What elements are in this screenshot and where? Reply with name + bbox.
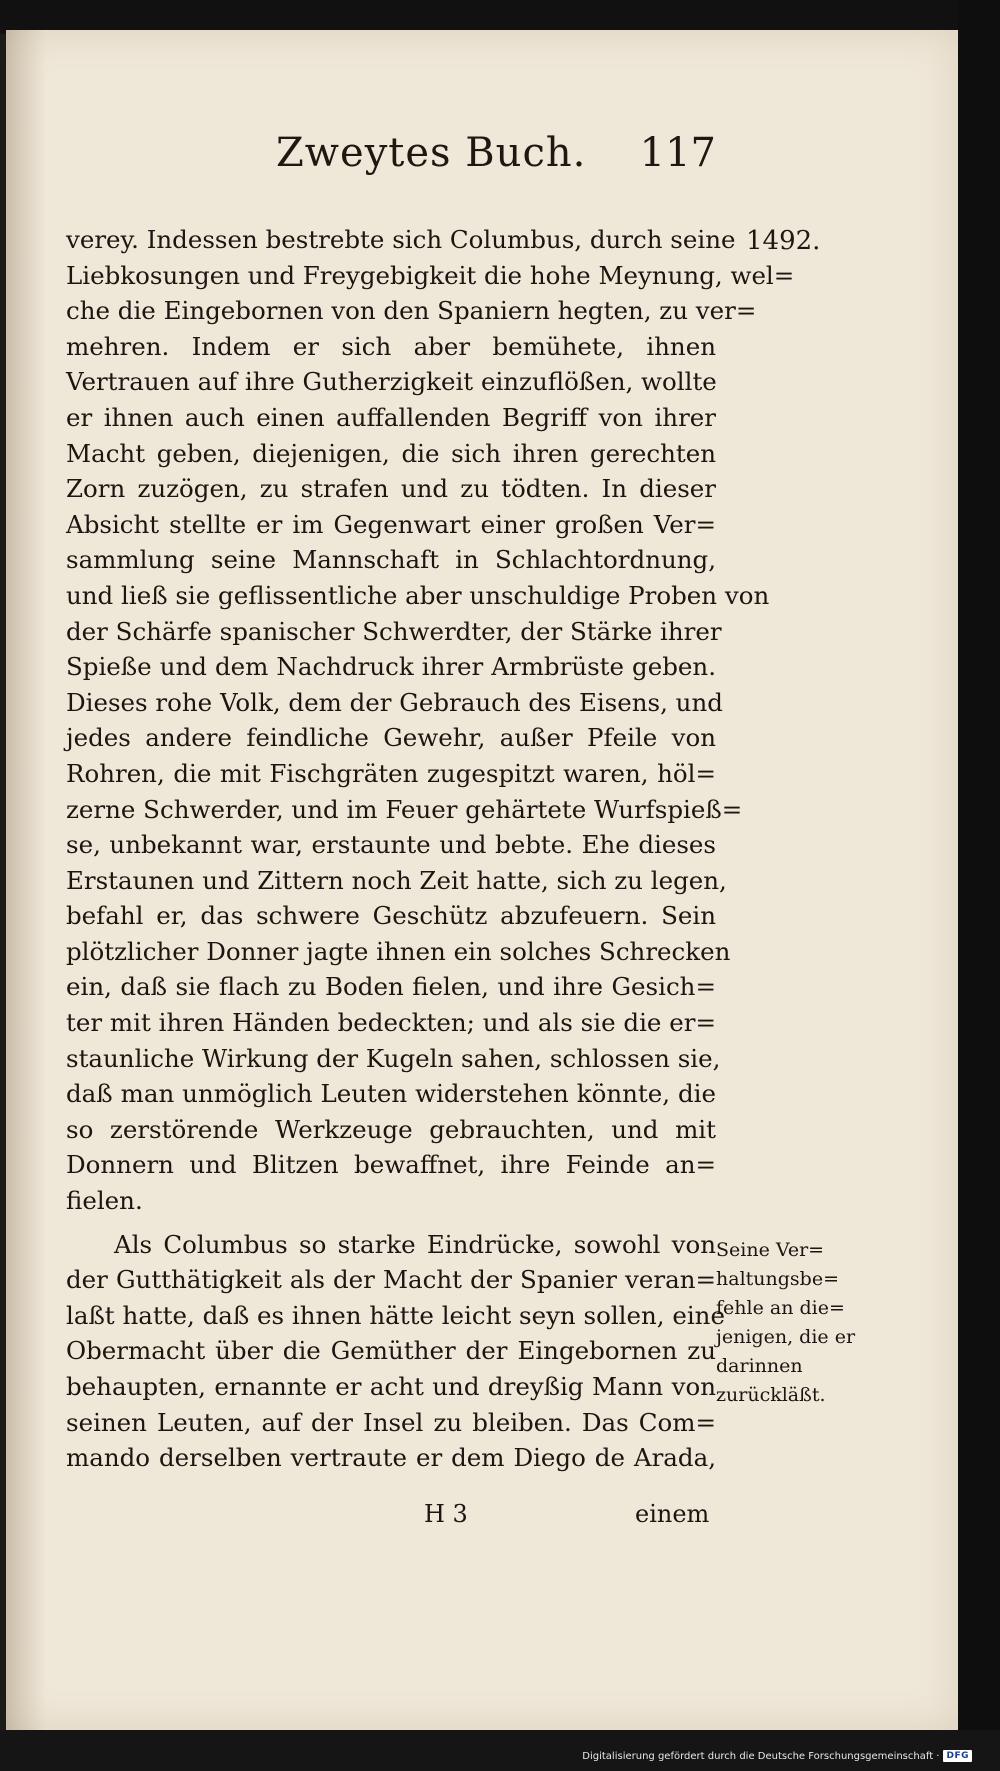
text-line: Als Columbus so starke Eindrücke, sowohl von [114, 1229, 716, 1259]
text-line: fielen. [66, 1186, 143, 1216]
text-line: Obermacht über die Gemüther der Eingebornen zu [66, 1336, 716, 1366]
page-gutter-shadow [6, 30, 46, 1730]
text-line: zerne Schwerder, und im Feuer gehärtete Wurfspieß= [66, 794, 743, 824]
dfg-logo: DFG [943, 1750, 972, 1762]
text-line: ein, daß sie flach zu Boden fielen, und ihre Gesich= [66, 972, 716, 1002]
text-line: daß man unmöglich Leuten widerstehen könnte, die [66, 1079, 716, 1109]
digitization-credit [582, 1748, 972, 1764]
text-line: jedes andere feindliche Gewehr, außer Pfeile von [66, 723, 716, 753]
text-line: Vertrauen auf ihre Gutherzigkeit einzuflößen, wollte [66, 367, 717, 397]
text-line: Absicht stellte er im Gegenwart einer großen Ver= [66, 509, 716, 539]
text-line: mehren. Indem er sich aber bemühete, ihnen [66, 331, 716, 361]
text-line: verey. Indessen bestrebte sich Columbus, durch seine [66, 225, 736, 254]
text-line: er ihnen auch einen auffallenden Begriff von ihrer [66, 402, 716, 432]
text-line: seinen Leuten, auf der Insel zu bleiben. Das Com= [66, 1407, 716, 1437]
text-line: und ließ sie geflissentliche aber unschuldige Proben von [66, 580, 770, 610]
text-line: Dieses rohe Volk, dem der Gebrauch des Eisens, und [66, 687, 723, 717]
running-head [276, 130, 716, 200]
scan-right-border [958, 0, 1000, 1771]
text-line: Donnern und Blitzen bewaffnet, ihre Feinde an= [66, 1150, 716, 1180]
signature-mark: H 3 [424, 1500, 468, 1528]
margin-year: 1492. [746, 226, 821, 256]
text-line: der Gutthätigkeit als der Macht der Spanier veran= [66, 1265, 716, 1295]
text-line: plötzlicher Donner jagte ihnen ein solches Schrecken [66, 936, 731, 966]
text-line: mando derselben vertraute er dem Diego de Arada, [66, 1443, 716, 1473]
text-line: che die Eingebornen von den Spaniern hegten, zu ver= [66, 296, 757, 326]
text-line: Rohren, die mit Fischgräten zugespitzt waren, höl= [66, 758, 716, 788]
text-line: se, unbekannt war, erstaunte und bebte. Ehe dieses [66, 830, 716, 860]
text-line: behaupten, ernannte er acht und dreyßig Mann von [66, 1372, 716, 1401]
catchword: einem [635, 1500, 710, 1528]
text-line: Macht geben, diejenigen, die sich ihren gerechten [66, 438, 716, 468]
text-line: laßt hatte, daß es ihnen hätte leicht seyn sollen, eine [66, 1300, 725, 1330]
text-line: ter mit ihren Händen bedeckten; und als sie die er= [66, 1008, 716, 1038]
text-line: Erstaunen und Zittern noch Zeit hatte, sich zu legen, [66, 865, 727, 895]
scan-top-border [0, 0, 1000, 34]
text-line: Zorn zuzögen, zu strafen und zu tödten. In dieser [66, 474, 716, 504]
marginal-note: Seine Ver= haltungsbe= fehle an die= jenigen, die er darinnen zurückläßt. [716, 1239, 856, 1406]
text-line: staunliche Wirkung der Kugeln sahen, schlossen sie, [66, 1043, 721, 1073]
text-line: sammlung seine Mannschaft in Schlachtordnung, [66, 545, 716, 575]
text-line: befahl er, das schwere Geschütz abzufeuern. Sein [66, 901, 716, 931]
text-line: Spieße und dem Nachdruck ihrer Armbrüste geben. [66, 652, 716, 682]
text-line: so zerstörende Werkzeuge gebrauchten, und mit [66, 1114, 716, 1144]
text-line: Liebkosungen und Freygebigkeit die hohe Meynung, wel= [66, 260, 795, 290]
credit-text: Digitalisierung gefördert durch die Deutsche Forschungsgemeinschaft · [582, 1750, 940, 1762]
text-line: der Schärfe spanischer Schwerdter, der Stärke ihrer [66, 616, 722, 646]
running-title: Zweytes Buch. [276, 130, 587, 176]
page-number: 117 [639, 130, 716, 176]
